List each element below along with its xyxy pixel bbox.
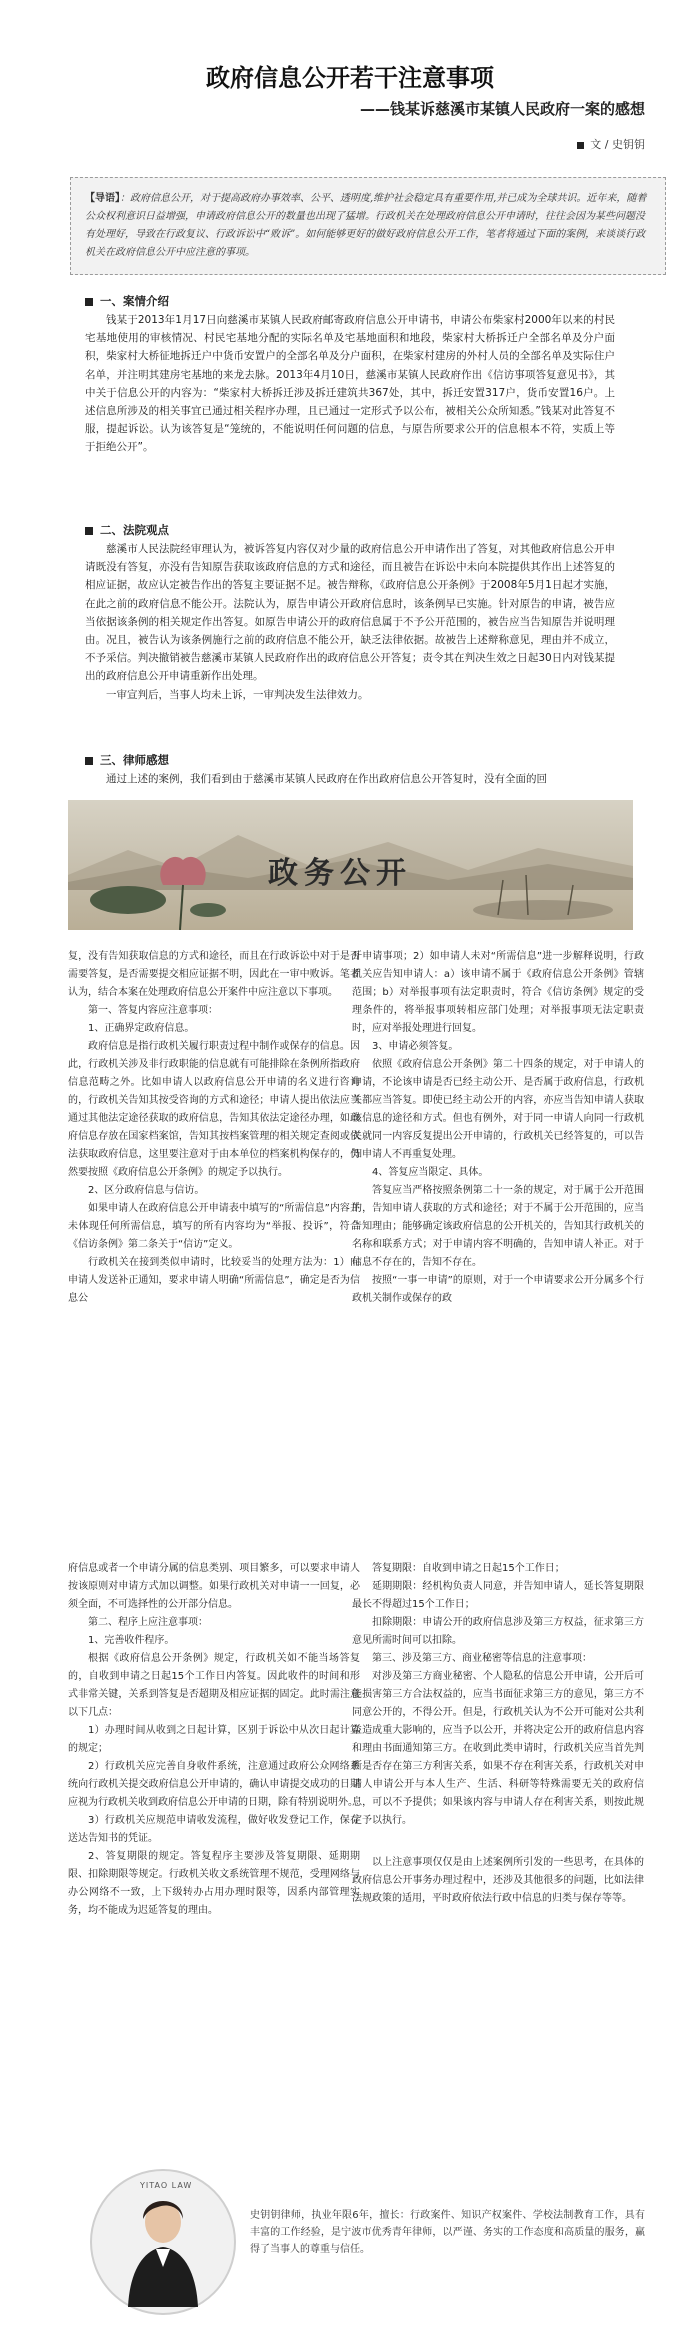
paragraph: 通过上述的案例，我们看到由于慈溪市某镇人民政府在作出政府信息公开答复时，没有全面的回 (106, 773, 547, 785)
column-paragraph: 第一、答复内容应注意事项： (88, 1005, 218, 1016)
square-bullet-icon (85, 757, 93, 765)
column-left-bottom (68, 1560, 360, 1920)
author-bio: 史钥钥律师，执业年限6年，擅长：行政案件、知识产权案件、学校法制教育工作，具有丰富的工作经验，是宁波市优秀青年律师，以严谨、务实的工作态度和高质量的服务，赢得了当事人的尊重与信任。 (250, 2210, 645, 2255)
banner-image (68, 800, 633, 930)
article-title: 政府信息公开若干注意事项 (206, 63, 494, 92)
column-paragraph: 扣除期限：申请公开的政府信息涉及第三方权益，征求第三方意见所需时间可以扣除。 (352, 1617, 644, 1646)
column-paragraph: 答复应当严格按照条例第二十一条的规定，对于属于公开范围的，告知申请人获取的方式和途径；对于不属于公开范围的，应当告知理由；能够确定该政府信息的公开机关的，告知其行政机关的名称和联系方式；对于申请内容不明确的，告知申请人补正。对于信息不存在的，告知不存在。 (352, 1185, 644, 1268)
column-paragraph: 2）行政机关应完善自身收件系统，注意通过政府公众网络系统向行政机关提交政府信息公开申请的，确认申请提交成功的日期应视为行政机关收到政府信息公开申请的日期，除有特别说明外。 (68, 1761, 360, 1808)
column-paragraph: 2、区分政府信息与信访。 (88, 1185, 205, 1196)
column-paragraph: 3）行政机关应规范申请收发流程，做好收发登记工作，保存送达告知书的凭证。 (68, 1815, 360, 1844)
column-paragraph: 答复期限：自收到申请之日起15个工作日； (372, 1563, 565, 1574)
article-subtitle: ——钱某诉慈溪市某镇人民政府一案的感想 (359, 100, 645, 118)
paragraph: 一审宣判后，当事人均未上诉，一审判决发生法律效力。 (106, 688, 369, 701)
column-paragraph: 按照“一事一申请”的原则，对于一个申请要求公开分属多个行政机关制作或保存的政 (352, 1275, 644, 1304)
paragraph: 慈溪市人民法院经审理认为，被诉答复内容仅对少量的政府信息公开申请作出了答复，对其他政府信息公开申请既没有答复，亦没有告知原告获取该政府信息的方式和途径，而且被告在诉讼中未向本院提供其作出上述答复的相应证据，故应认定被告作出的答复主要证据不足。被告辩称，《政府信息公开条例》于2008年5月1日起才实施，在此之前的政府信息不能公开。法院认为，原告申请公开政府信息时，该条例早已实施。针对原告的申请，被告应当依据该条例的相关规定作出答复。如原告申请公开的政府信息属于不予公开范围的，被告应当告知原告并说明理由。况且，被告认为该条例施行之前的政府信息不能公开，缺乏法律依据。故被告上述辩称意见，理由并不成立，不予采信。判决撤销被告慈溪市某镇人民政府作出的政府信息公开答复；责令其在判决生效之日起30日内对钱某提出的政府信息公开申请重新作出处理。 (85, 543, 615, 683)
author-name: 文 / 史钥钥 (590, 138, 645, 151)
abstract-label: 【导语】 (85, 193, 120, 204)
column-paragraph: 4、答复应当限定、具体。 (372, 1167, 489, 1178)
column-paragraph: 根据《政府信息公开条例》规定，行政机关如不能当场答复的，自收到申请之日起15个工作日内答复。因此收件的时间和形式非常关键，关系到答复是否超期及相应证据的固定。此时需注意以下几点： (68, 1653, 360, 1718)
column-paragraph: 府信息或者一个申请分属的信息类别、项目繁多，可以要求申请人按该原则对申请方式加以调整。如果行政机关对申请一一回复，必须全面，不可选择性的公开部分信息。 (68, 1563, 360, 1610)
lotus-flower-icon (88, 840, 228, 930)
water-reeds-icon (468, 870, 618, 925)
author-footer (0, 2165, 700, 2329)
abstract-box (70, 177, 666, 275)
paragraph: 钱某于2013年1月17日向慈溪市某镇人民政府邮寄政府信息公开申请书，申请公布柴家村2000年以来的村民宅基地使用的审核情况、村民宅基地分配的实际名单及宅基地面积和地段，柴家村大桥拆迁户全部名单及分户面积，柴家村大桥征地拆迁户中货币安置户的全部名单及分户面积，在柴家村建房的外村人员的全部名单及实际住户名单，并注明其建房宅基地的来龙去脉。2013年4月10日，慈溪市某镇人民政府作出《信访事项答复意见书》，其中关于信息公开的内容为：“柴家村大桥拆迁涉及拆迁建筑共367处，其中，拆迁安置317户，货币安置16户。上述信息所涉及的相关事宜已通过相关程序办理，且已通过一定形式予以公布，被相关公众所知悉。”钱某对此答复不服，提起诉讼。认为该答复是“笼统的，不能说明任何问题的信息，与原告所要求公开的信息根本不符，实质上等于拒绝公开”。 (85, 314, 615, 454)
author-line (577, 136, 645, 152)
column-paragraph: 开申请事项；2）如申请人未对“所需信息”进一步解释说明，行政机关应告知申请人：a）该申请不属于《政府信息公开条例》管辖范围；b）对举报事项有法定职责时，符合《信访条例》规定的受理条件的，将举报事项转相应部门处理；对举报事项无法定职责时，应对举报处理进行回复。 (352, 951, 644, 1034)
square-bullet-icon (85, 527, 93, 535)
square-bullet-icon (577, 142, 584, 149)
square-bullet-icon (85, 298, 93, 306)
column-paragraph: 1、完善收件程序。 (88, 1635, 175, 1646)
column-right-bottom (352, 1560, 644, 1908)
column-paragraph: 依照《政府信息公开条例》第二十四条的规定，对于申请人的申请，不论该申请是否已经主动公开、是否属于政府信息，行政机关都应当答复。即使已经主动公开的内容，亦应当告知申请人获取该信息的途径和方式。但也有例外，对于同一申请人向同一行政机关就同一内容反复提出公开申请的，行政机关已经答复的，可以告知申请人不再重复处理。 (352, 1059, 644, 1160)
column-paragraph: 对涉及第三方商业秘密、个人隐私的信息公开申请，公开后可能损害第三方合法权益的，应当书面征求第三方的意见，第三方不同意公开的，不得公开。但是，行政机关认为不公开可能对公共利益造成重大影响的，应当予以公开，并将决定公开的政府信息内容和理由书面通知第三方。在收到此类申请时，行政机关应当首先判断是否存在第三方利害关系，如果不存在利害关系，行政机关对申请人申请公开与本人生产、生活、科研等特殊需要无关的政府信息，可以不予提供；如果该内容与申请人存在利害关系，则按此规定予以执行。 (352, 1671, 644, 1826)
column-paragraph: 延期期限：经机构负责人同意，并告知申请人，延长答复期限最长不得超过15个工作日； (352, 1581, 644, 1610)
column-paragraph: 以上注意事项仅仅是由上述案例所引发的一些思考，在具体的政府信息公开事务办理过程中，还涉及其他很多的问题，比如法律法规政策的适用，平时政府依法行政中信息的归类与保存等等。 (352, 1857, 644, 1904)
column-paragraph: 复，没有告知获取信息的方式和途径，而且在行政诉讼中对于是否需要答复，是否需要提交相应证据不明，因此在一审中败诉。笔者认为，结合本案在处理政府信息公开案件中应注意以下事项。 (68, 951, 360, 998)
section-heading: 二、法院观点 (85, 522, 615, 538)
section-lawyer-thoughts (85, 752, 615, 788)
column-paragraph: 1、正确界定政府信息。 (88, 1023, 195, 1034)
section-case (85, 293, 615, 457)
section-heading: 一、案情介绍 (85, 293, 615, 309)
column-paragraph: 如果申请人在政府信息公开申请表中填写的“所需信息”内容并未体现任何所需信息，填写的所有内容均为“举报、投诉”，符合《信访条例》第二条关于“信访”定义。 (68, 1203, 360, 1250)
column-left-top (68, 948, 360, 1308)
banner-title: 政务公开 (268, 856, 412, 891)
section-heading: 三、律师感想 (85, 752, 615, 768)
column-right-top (352, 948, 644, 1308)
abstract-text: ：政府信息公开，对于提高政府办事效率、公平、透明度,维护社会稳定具有重要作用,并已成为全球共识。近年来，随着公众权利意识日益增强，申请政府信息公开的数量也出现了猛增。行政机关在处理政府信息公开申请时，往往会因为某些问题没有处理好，导致在行政复议、行政诉讼中“败诉”。如何能够更好的做好政府信息公开工作，笔者将通过下面的案例，来谈谈行政机关在政府信息公开中应注意的事项。 (85, 193, 647, 258)
column-paragraph: 行政机关在接到类似申请时，比较妥当的处理方法为：1）向申请人发送补正通知，要求申请人明确“所需信息”，确定是否为信息公 (68, 1257, 360, 1304)
column-paragraph: 第二、程序上应注意事项： (88, 1617, 208, 1628)
section-court-view (85, 522, 615, 704)
column-paragraph: 第三、涉及第三方、商业秘密等信息的注意事项： (372, 1653, 592, 1664)
column-paragraph: 2、答复期限的规定。答复程序主要涉及答复期限、延期期限、扣除期限等规定。行政机关收文系统管理不规范，受理网络与办公网络不一致，上下级转办占用办理时限等，因系内部管理实务，均不能成为迟延答复的理由。 (68, 1851, 360, 1916)
column-paragraph: 政府信息是指行政机关履行职责过程中制作或保存的信息。因此，行政机关涉及非行政职能的信息就有可能排除在条例所指政府信息范畴之外。比如申请人以政府信息公开申请的名义进行咨询的，行政机关告知其按受咨询的方式和途径；申请人提出依法应当通过其他法定途径获取的政府信息，告知其依法定途径办理，如政府信息存放在国家档案馆，告知其按档案管理的相关规定查阅或依法获取政府信息，这里要注意对于由本单位的档案机构保存的，仍然要按照《政府信息公开条例》的规定予以执行。 (68, 1041, 360, 1178)
column-paragraph: 1）办理时间从收到之日起计算，区别于诉讼中从次日起计算的规定； (68, 1725, 360, 1754)
logo-text: YITAO LAW (140, 2181, 193, 2190)
column-paragraph: 3、申请必须答复。 (372, 1041, 459, 1052)
